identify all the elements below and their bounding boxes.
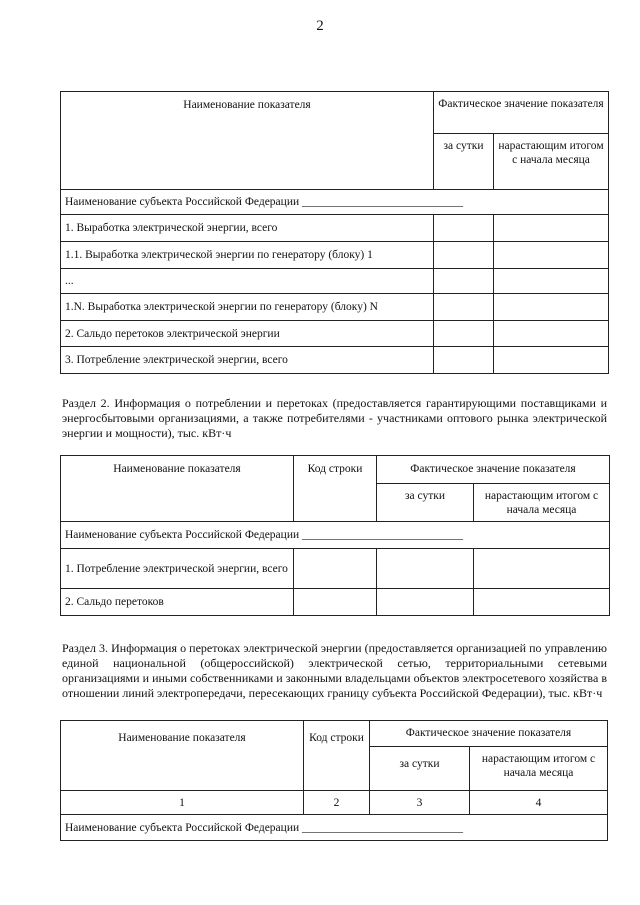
table-generation: [60, 91, 609, 374]
table-row: 2. Сальдо перетоков: [61, 589, 294, 616]
column-header-cumulative: нарастающим итогом с начала месяца: [470, 747, 608, 791]
subject-label: Наименование субъекта Российской Федерации: [65, 529, 300, 541]
column-number: 1: [61, 791, 304, 815]
column-header-name: Наименование показателя: [61, 92, 434, 190]
column-header-code: Код строки: [304, 721, 370, 791]
subject-label: Наименование субъекта Российской Федерации: [65, 821, 300, 834]
column-header-name: Наименование показателя: [61, 456, 294, 522]
subject-row: [61, 522, 610, 549]
subject-label: Наименование субъекта Российской Федерации: [65, 196, 300, 208]
column-header-day: за сутки: [370, 747, 470, 791]
column-header-code: Код строки: [294, 456, 377, 522]
table-row: ...: [61, 269, 434, 294]
subject-blank: ____________________________: [302, 196, 464, 208]
subject-blank: ____________________________: [302, 529, 464, 541]
table-row: 3. Потребление электрической энергии, всего: [61, 347, 434, 374]
column-header-name: Наименование показателя: [61, 721, 304, 791]
subject-row: [61, 815, 608, 841]
table-row: 1. Выработка электрической энергии, всего: [61, 215, 434, 242]
page-number: 2: [316, 18, 324, 34]
subject-blank: ____________________________: [302, 821, 464, 834]
table-row: 2. Сальдо перетоков электрической энергии: [61, 321, 434, 347]
column-number: 3: [370, 791, 470, 815]
column-header-fact: Фактическое значение показателя: [370, 721, 608, 747]
table-flows: [60, 720, 608, 841]
column-header-fact: Фактическое значение показателя: [434, 92, 609, 134]
column-number: 2: [304, 791, 370, 815]
column-header-cumulative: нарастающим итогом с начала месяца: [474, 484, 610, 522]
section-2-heading: Раздел 2. Информация о потреблении и перетоках (предоставляется гарантирующими поставщиками и энергосбытовыми организациями, а также потребителями - участниками оптового рынка электрической энергии и мощности), тыс. кВт·ч: [62, 396, 607, 440]
table-row: 1.N. Выработка электрической энергии по генератору (блоку) N: [61, 294, 434, 321]
column-header-day: за сутки: [434, 134, 494, 190]
table-consumption: [60, 455, 610, 616]
section-3-heading: Раздел 3. Информация о перетоках электрической энергии (предоставляется организацией по управлению единой национальной (общероссийской) электрической сетью, территориальными сетевыми организациями и иными собственниками и законными владельцами объектов электросетевого хозяйства в отношении линий электропередачи, пересекающих границу субъекта Российской Федерации), тыс. кВт·ч: [62, 641, 607, 700]
subject-row: [61, 190, 609, 215]
table-row: 1. Потребление электрической энергии, всего: [61, 549, 294, 589]
column-number: 4: [470, 791, 608, 815]
column-header-day: за сутки: [377, 484, 474, 522]
column-header-fact: Фактическое значение показателя: [377, 456, 610, 484]
column-header-cumulative: нарастающим итогом с начала месяца: [494, 134, 609, 190]
table-row: 1.1. Выработка электрической энергии по генератору (блоку) 1: [61, 242, 434, 269]
